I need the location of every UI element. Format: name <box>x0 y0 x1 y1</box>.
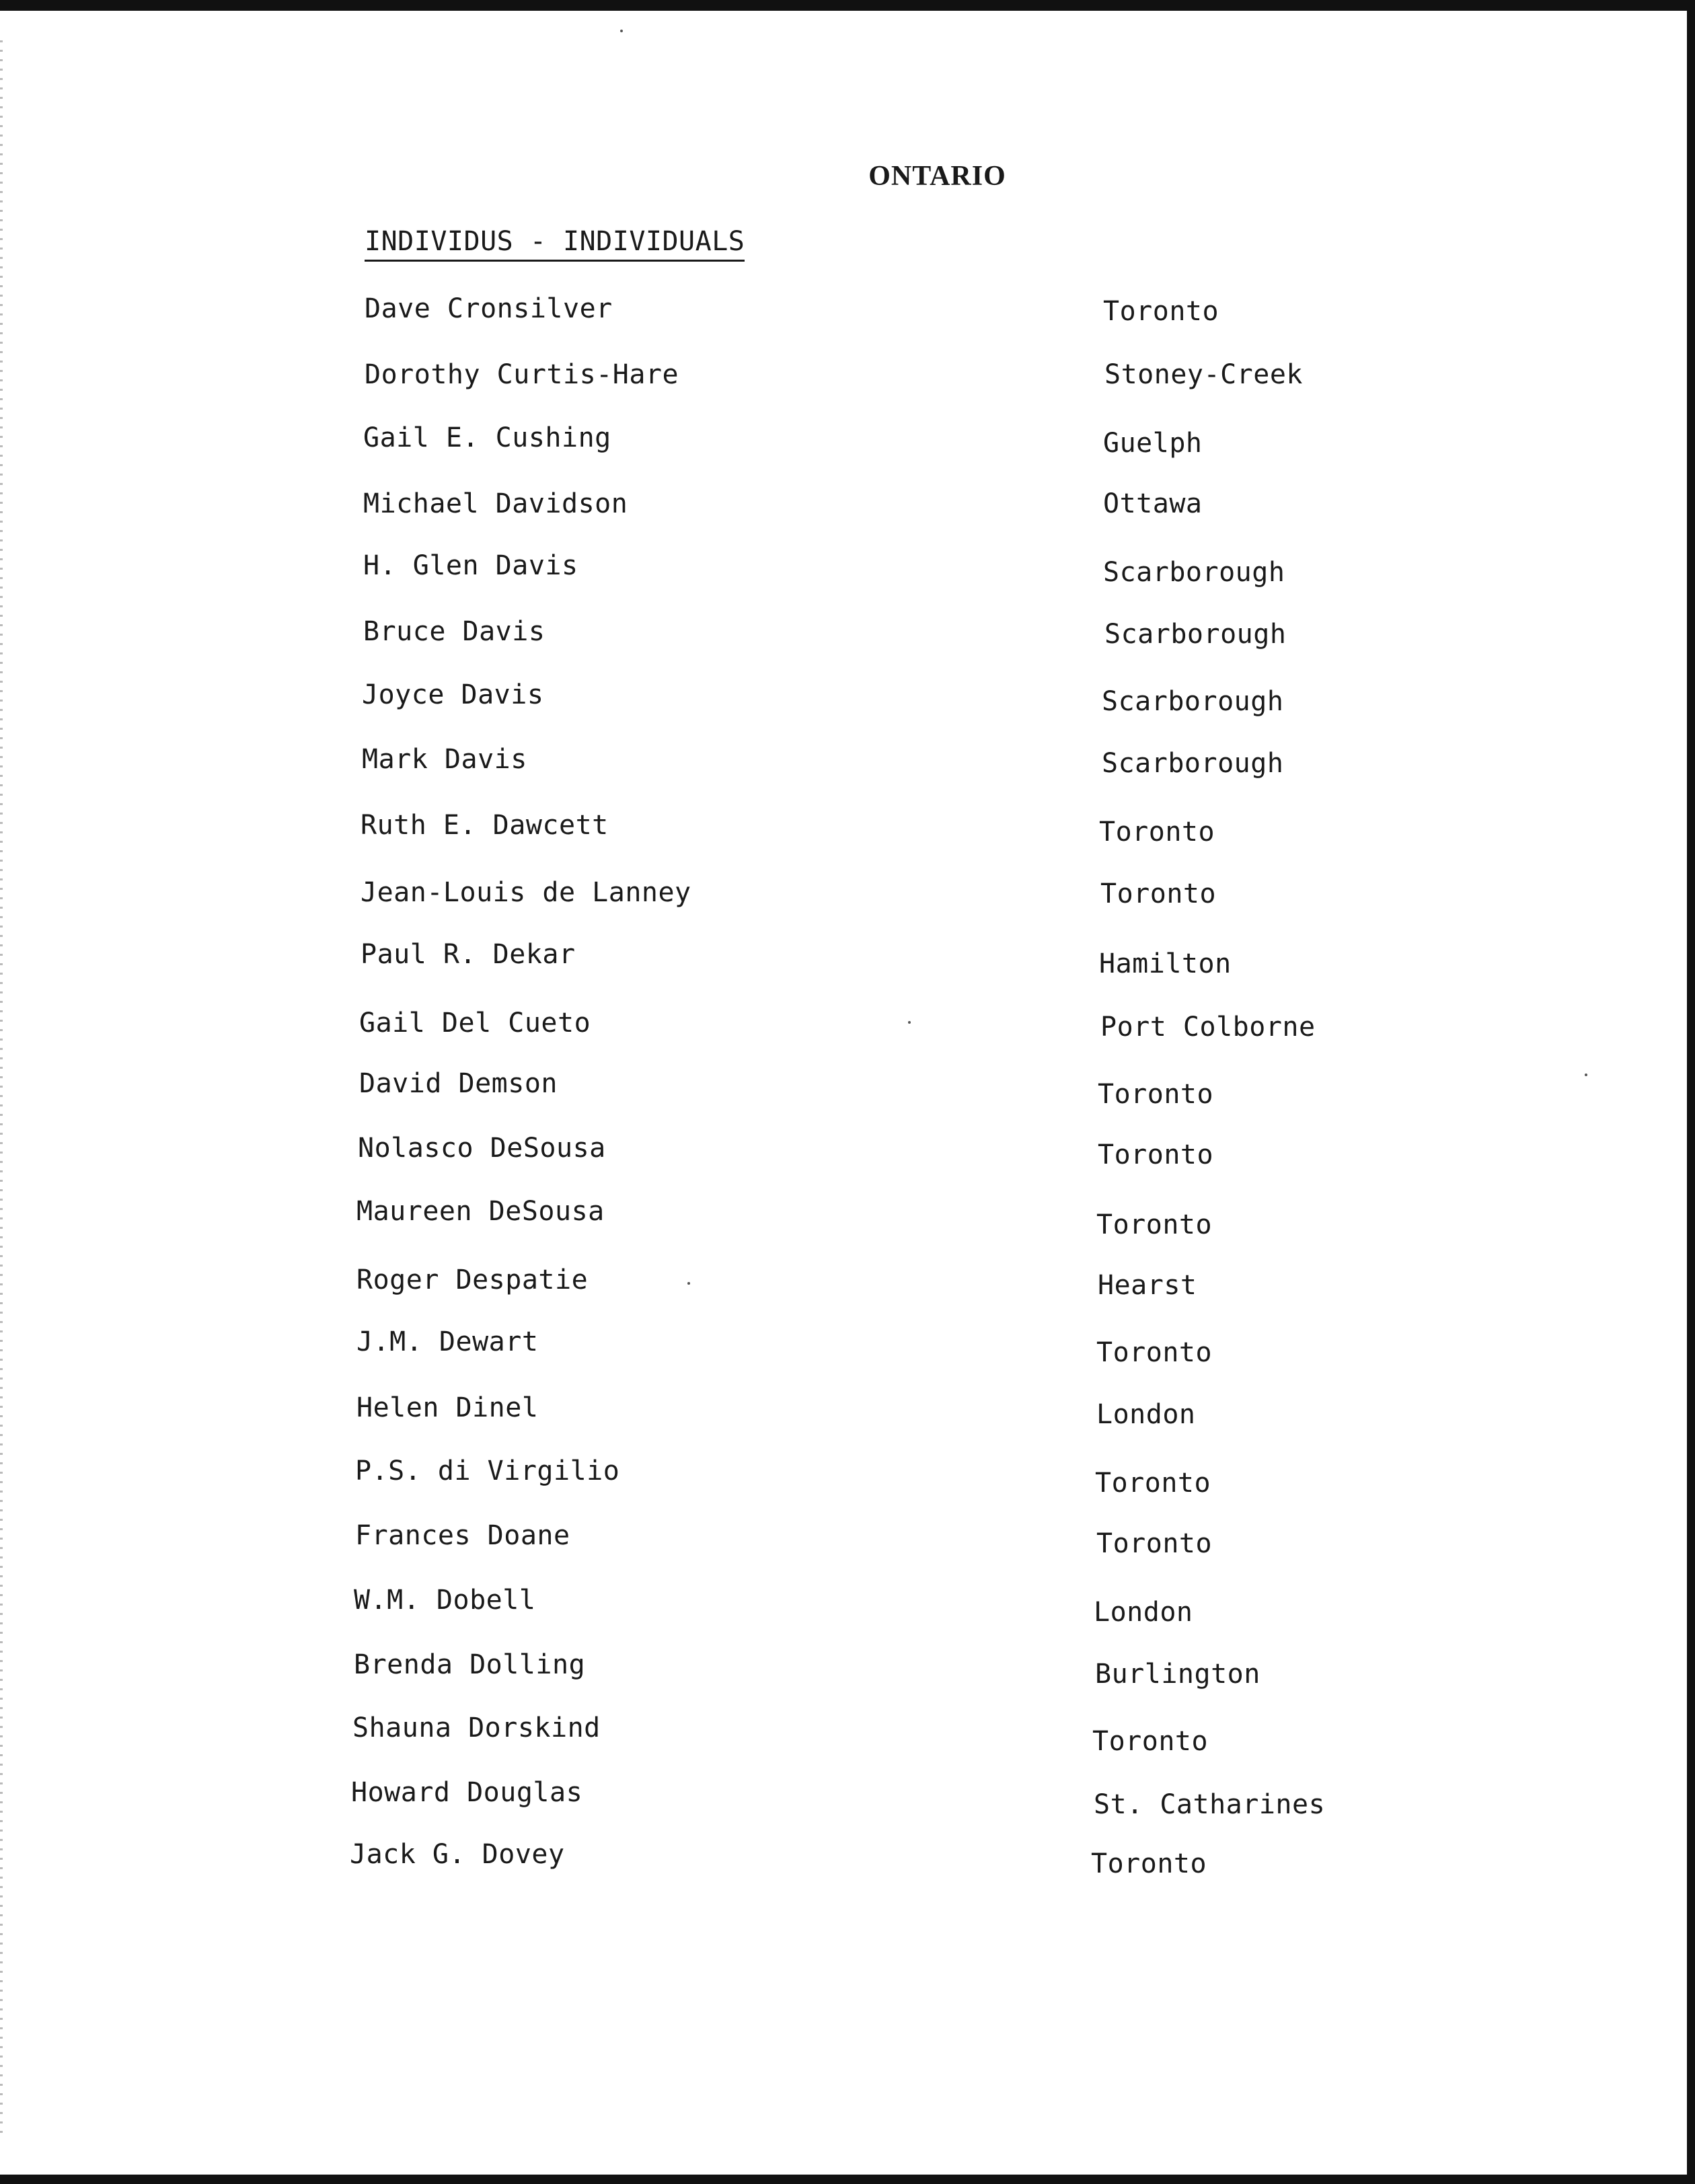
individual-name: Maureen DeSousa <box>356 1196 605 1227</box>
individual-city: Burlington <box>1095 1659 1260 1690</box>
individual-name: Howard Douglas <box>351 1777 583 1808</box>
individual-name: Dorothy Curtis-Hare <box>365 359 679 390</box>
individual-name: Gail E. Cushing <box>363 422 611 453</box>
individual-name: Brenda Dolling <box>354 1649 586 1680</box>
individual-city: Toronto <box>1096 1337 1213 1368</box>
individual-city: Toronto <box>1098 1079 1214 1110</box>
individual-name: Bruce Davis <box>363 616 545 647</box>
individual-name: Roger Despatie <box>356 1265 589 1295</box>
individual-city: Guelph <box>1103 428 1203 459</box>
individual-city: London <box>1094 1597 1193 1628</box>
individual-city: Toronto <box>1100 878 1217 909</box>
individual-city: Toronto <box>1096 1528 1213 1559</box>
individual-city: Hearst <box>1098 1270 1197 1301</box>
individual-city: Scarborough <box>1103 557 1285 588</box>
section-heading: INDIVIDUS - INDIVIDUALS <box>365 226 745 262</box>
individual-name: Dave Cronsilver <box>365 293 613 324</box>
individual-name: Nolasco DeSousa <box>358 1133 606 1164</box>
individual-city: Scarborough <box>1104 619 1287 650</box>
individual-name: Paul R. Dekar <box>361 939 576 970</box>
scan-edge-bottom <box>0 2175 1695 2184</box>
individual-city: Scarborough <box>1102 748 1284 779</box>
individual-city: Toronto <box>1091 1848 1207 1879</box>
individual-name: Mark Davis <box>362 744 527 775</box>
individual-city: Toronto <box>1095 1468 1211 1499</box>
individual-name: Helen Dinel <box>356 1392 539 1423</box>
individual-name: Shauna Dorskind <box>352 1712 601 1743</box>
scan-edge-right <box>1687 0 1695 2184</box>
individual-name: Michael Davidson <box>363 488 628 519</box>
individual-city: Ottawa <box>1103 488 1203 519</box>
individual-city: Toronto <box>1098 1139 1214 1170</box>
individual-name: W.M. Dobell <box>354 1585 536 1616</box>
individual-name: Jean-Louis de Lanney <box>361 877 691 908</box>
scan-edge-left <box>0 40 3 2139</box>
individual-name: J.M. Dewart <box>356 1326 539 1357</box>
scan-edge-top <box>0 0 1695 11</box>
individual-name: Joyce Davis <box>362 679 544 710</box>
individual-city: Hamilton <box>1099 948 1232 979</box>
individual-city: Port Colborne <box>1100 1012 1316 1043</box>
individual-city: Toronto <box>1103 296 1219 327</box>
individual-city: Toronto <box>1099 817 1215 848</box>
individual-city: Scarborough <box>1102 686 1284 717</box>
individual-name: David Demson <box>359 1068 558 1099</box>
individual-city: St. Catharines <box>1094 1789 1326 1820</box>
individual-name: P.S. di Virgilio <box>355 1456 620 1486</box>
scan-speck <box>1585 1074 1587 1076</box>
individual-name: Frances Doane <box>355 1520 570 1551</box>
individual-city: Toronto <box>1092 1726 1209 1757</box>
individual-name: Gail Del Cueto <box>359 1008 591 1039</box>
individual-name: Jack G. Dovey <box>350 1839 565 1870</box>
individual-city: London <box>1096 1399 1196 1430</box>
page-title: ONTARIO <box>868 161 1006 192</box>
scan-speck <box>620 30 623 32</box>
individual-name: H. Glen Davis <box>363 550 578 581</box>
scan-speck <box>687 1282 690 1285</box>
individual-city: Stoney-Creek <box>1104 359 1303 390</box>
individual-name: Ruth E. Dawcett <box>361 810 609 841</box>
scan-speck <box>908 1021 911 1024</box>
individual-city: Toronto <box>1096 1209 1213 1240</box>
